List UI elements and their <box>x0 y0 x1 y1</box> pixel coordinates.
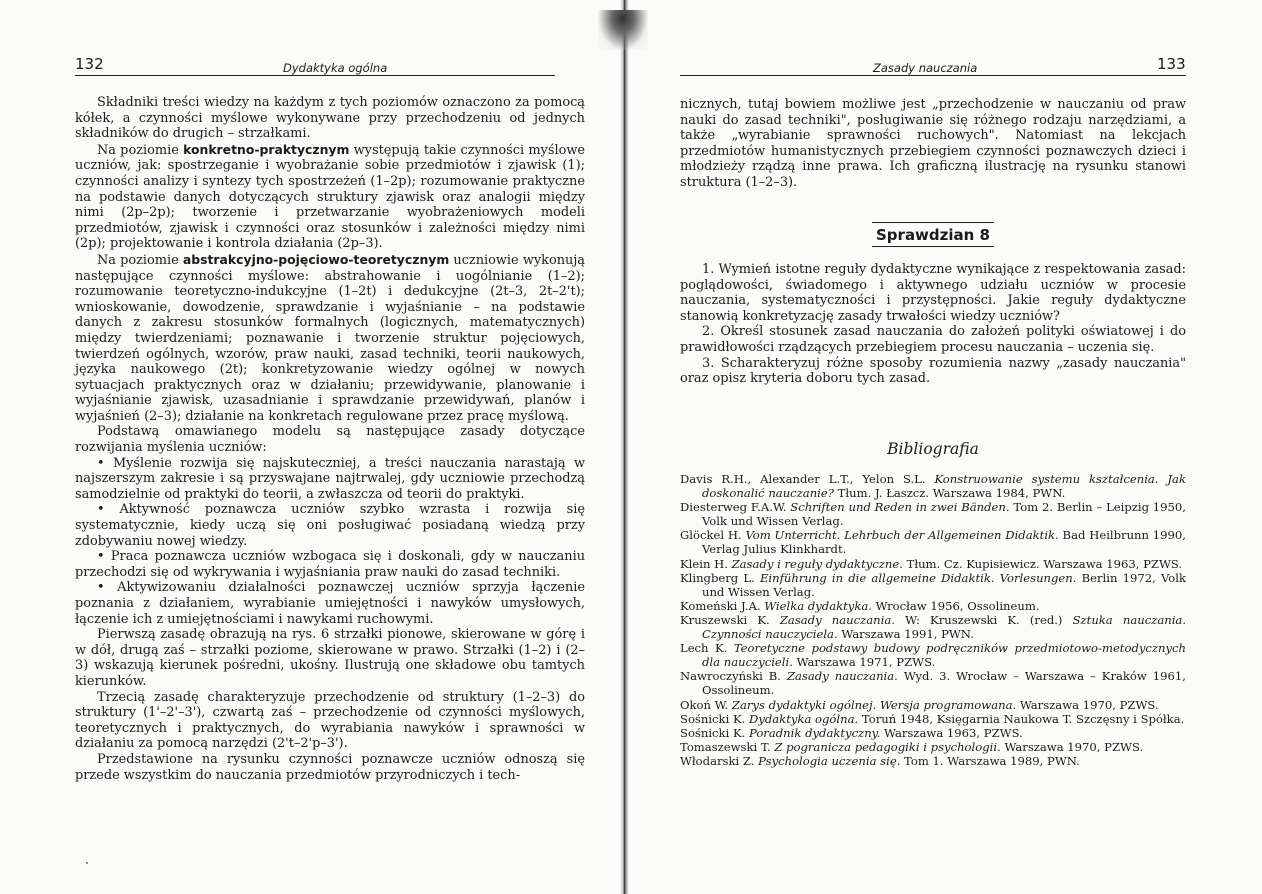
bibliography-entry <box>680 500 1186 528</box>
paragraph-text: Na poziomie <box>97 142 184 158</box>
entry-publication: W: Kruszewski K. (red.) <box>894 612 1073 627</box>
bold-term: konkretno-praktycznym <box>183 141 350 157</box>
entry-title: Konstruowanie systemu kształcenia. Jak doskonalić nauczanie? <box>702 472 1186 501</box>
question-item: 1. Wymień istotne reguły dydaktyczne wynikające z respektowania zasad: poglądowości, świadomego i aktywnego udziału uczniów w procesie nauczania, systematyczności i przystępności. Jakie reguły dydaktyczne stanowią konkretyzację zasady trwałości wiedzy uczniów? <box>680 262 1186 324</box>
bibliography-entry <box>680 641 1186 669</box>
entry-title: Sztuka nauczania. Czynności nauczyciela. <box>702 612 1187 642</box>
bibliography-entry <box>680 754 1186 768</box>
entry-title: Z pogranicza pedagogiki i psychologii. <box>774 739 1001 754</box>
entry-title: Psychologia uczenia się. <box>758 753 901 768</box>
entry-publication: Tom 2. Berlin – Leipzig 1950, Volk und Wissen Verlag. <box>702 500 1186 529</box>
entry-author: Klingberg L. <box>680 570 760 585</box>
body-paragraph: Trzecią zasadę charakteryzuje przechodzenie od struktury (1–2–3) do struktury (1'–2'–3'), czwartą zaś – przechodzenie od czynności myślowych, teoretycznych i praktycznych, do wyrabiania nawyków i sprawności w działaniu za pomocą narzędzi (2't–2'p–3'). <box>75 689 585 752</box>
left-page-number: 132 <box>75 55 104 73</box>
bibliography-entry <box>680 557 1186 571</box>
entry-title: Teoretyczne podstawy budowy podręczników przedmiotowo-metodycznych dla nauczycieli. <box>702 641 1186 670</box>
paragraph-text: występują takie czynności myślowe uczniów, jak: spostrzeganie i wyobrażanie sobie przedmiotów i zjawisk (1); czynności analizy i syntezy tych spostrzeżeń (1–2p); rozumowanie praktyczne na podstawie danych dotyczących struktury zjawisk oraz analogii między nimi (2p–2p); tworzenie i przetwarzanie wyobrażeniowych modeli przedmiotów, zjawisk i czynności oraz stosunków i zależności między nimi (2p); projektowanie i kontrola działania (2p–3). <box>75 142 585 252</box>
body-paragraph: Składniki treści wiedzy na każdym z tych poziomów oznaczono za pomocą kółek, a czynności myślowe wykonywane przy przechodzeniu od jednych składników do drugich – strzałkami. <box>75 95 585 142</box>
entry-publication: Bad Heilbrunn 1990, Verlag Julius Klinkhardt. <box>702 528 1186 557</box>
sprawdzian-heading-wrap <box>680 222 1186 247</box>
entry-publication: Tom 1. Warszawa 1989, PWN. <box>900 753 1080 768</box>
left-page-body <box>75 95 585 783</box>
entry-publication: Wyd. 3. Wrocław – Warszawa – Kraków 1961, Ossolineum. <box>702 669 1186 698</box>
entry-author: Glöckel H. <box>680 528 746 543</box>
entry-publication: Tłum. J. Łaszcz. Warszawa 1984, PWN. <box>833 486 1066 501</box>
entry-title: Zasady i reguły dydaktyczne. <box>731 556 903 571</box>
entry-author: Okoń W. <box>680 697 732 712</box>
left-header-rule <box>75 75 555 76</box>
bibliography-entry <box>680 740 1186 754</box>
entry-publication: Toruń 1948, Księgarnia Naukowa T. Szczęsny i Spółka. <box>858 711 1185 726</box>
entry-title: Zasady nauczania. <box>786 669 898 684</box>
bibliography-entry <box>680 599 1186 613</box>
entry-publication: Warszawa 1970, PZWS. <box>1000 739 1144 754</box>
entry-publication: Berlin 1972, Volk und Wissen Verlag. <box>702 570 1187 599</box>
entry-author: Sośnicki K. <box>680 711 749 726</box>
entry-author: Kruszewski K. <box>680 612 780 627</box>
bibliography-entry <box>680 669 1186 697</box>
entry-publication: Wrocław 1956, Ossolineum. <box>871 598 1040 613</box>
entry-author: Lech K. <box>680 641 734 656</box>
entry-title: Zarys dydaktyki ogólnej. Wersja programowana. <box>731 697 1017 712</box>
sprawdzian-questions <box>680 262 1186 387</box>
entry-title: Einführung in die allgemeine Didaktik. Vorlesungen. <box>759 570 1077 585</box>
entry-author: Nawroczyński B. <box>680 669 787 684</box>
page-speck <box>86 862 88 864</box>
body-paragraph: • Aktywizowaniu działalności poznawczej uczniów sprzyja łączenie poznania z działaniem, wyrabianie umiejętności i nawyków umysłowych, łączenie ich z umiejętnościami i nawykami ruchowymi. <box>75 580 585 627</box>
right-page-number: 133 <box>1157 55 1186 73</box>
entry-author: Davis R.H., Alexander L.T., Yelon S.L. <box>680 472 935 486</box>
entry-title: Vom Unterricht. Lehrbuch der Allgemeinen Didaktik. <box>745 528 1059 543</box>
body-paragraph: Pierwszą zasadę obrazują na rys. 6 strzałki pionowe, skierowane w górę i w dół, drugą zaś – strzałki poziome, skierowane w prawo. Strzałki (1–2) i (2–3) wskazują kierunek pośredni, ukośny. Ilustrują one składowe obu tamtych kierunków. <box>75 627 585 689</box>
body-paragraph: Przedstawione na rysunku czynności poznawcze uczniów odnoszą się przede wszystkim do nauczania przedmiotów przyrodniczych i tech- <box>75 751 585 783</box>
bibliography-heading: Bibliografia <box>887 440 979 458</box>
body-paragraph <box>75 252 585 425</box>
body-paragraph: Podstawą omawianego modelu są następujące zasady dotyczące rozwijania myślenia uczniów: <box>75 424 585 456</box>
entry-title: Schriften und Reden in zwei Bänden. <box>790 500 1010 515</box>
right-running-header: Zasady nauczania <box>873 61 978 75</box>
entry-title: Zasady nauczania. <box>779 612 895 627</box>
entry-publication: Tłum. Cz. Kupisiewicz. Warszawa 1963, PZWS. <box>902 556 1183 571</box>
paragraph-text: uczniowie wykonują następujące czynności myślowe: abstrahowanie i uogólnianie (1–2); rozumowanie teoretyczno-indukcyjne (1–2t) i dedukcyjne (2t–3, 2t–2't); wnioskowanie, dowodzenie, sprawdzanie i wyjaśnianie – na podstawie danych z zakresu stosunków formalnych (logicznych, matematycznych) między twierdzeniami; poznawanie i tworzenie struktur pojęciowych, twierdzeń ogólnych, wzorów, praw nauki, zasad techniki, teorii naukowych, języka naukowego (2t); konkretyzowanie wiedzy ogólnej w nowych sytuacjach praktycznych oraz w działaniu; przewidywanie, planowanie i wyjaśnianie zjawisk, uzasadnianie i sprawdzanie przewidywań, planów i wyjaśnień (2–3); działanie na konkretach regulowane przez pracę myślową. <box>75 252 585 424</box>
bibliography-entry <box>680 712 1186 726</box>
question-item: 2. Określ stosunek zasad nauczania do założeń polityki oświatowej i do prawidłowości rządzących przebiegiem procesu nauczania – uczenia się. <box>680 324 1186 355</box>
bibliography-entry <box>680 726 1186 740</box>
sprawdzian-heading: Sprawdzian 8 <box>872 222 994 247</box>
bibliography-entry <box>680 528 1186 556</box>
right-page-intro <box>680 97 1186 191</box>
body-paragraph: • Praca poznawcza uczniów wzbogaca się i doskonali, gdy w nauczaniu przechodzi się od wykrywania i wyjaśniania praw nauki do zasad techniki. <box>75 549 585 580</box>
entry-publication: Warszawa 1970, PZWS. <box>1016 697 1159 712</box>
bibliography-entry <box>680 472 1186 500</box>
entry-author: Komeński J.A. <box>680 598 765 613</box>
paragraph-text: Na poziomie <box>97 252 183 268</box>
bold-term: abstrakcyjno-pojęciowo-teoretycznym <box>182 251 450 267</box>
entry-author: Sośnicki K. <box>680 725 749 740</box>
left-running-header: Dydaktyka ogólna <box>283 61 388 75</box>
entry-author: Diesterweg F.A.W. <box>680 500 791 515</box>
intro-paragraph: nicznych, tutaj bowiem możliwe jest „przechodzenie w nauczaniu od praw nauki do zasad techniki", posługiwanie się różnego rodzaju narzędziami, a także „wyrabianie sprawności ruchowych". Natomiast na lekcjach przedmiotów humanistycznych przebiegiem czynności poznawczych dzieci i młodzieży rządzą inne prawa. Ich graficzną ilustrację na rysunku stanowi struktura (1–2–3). <box>680 97 1186 190</box>
entry-author: Tomaszewski T. <box>680 739 775 754</box>
question-item: 3. Scharakteryzuj różne sposoby rozumienia nazwy „zasady nauczania" oraz opisz kryteria doboru tych zasad. <box>680 355 1186 387</box>
body-paragraph <box>75 142 585 252</box>
bibliography-entry <box>680 698 1186 712</box>
body-paragraph: • Aktywność poznawcza uczniów szybko wzrasta i rozwija się systematycznie, kiedy uczą się oni posługiwać posiadaną wiedzą przy zdobywaniu nowej wiedzy. <box>75 502 585 549</box>
bibliography-entry <box>680 571 1186 599</box>
left-page <box>0 0 630 894</box>
entry-title: Poradnik dydaktyczny. <box>749 725 881 740</box>
entry-publication: Warszawa 1963, PZWS. <box>880 725 1023 740</box>
entry-publication: Warszawa 1991, PWN. <box>837 627 974 642</box>
bibliography-entry <box>680 613 1186 641</box>
entry-title: Dydaktyka ogólna. <box>749 711 859 726</box>
bibliography-list <box>680 472 1186 768</box>
body-paragraph: • Myślenie rozwija się najskuteczniej, a treści nauczania narastają w najszerszym zakresie i są przyswajane najtrwalej, gdy uczniowie przechodzą samodzielnie od praktyki do teorii, a zwłaszcza od teorii do praktyki. <box>75 455 585 502</box>
entry-author: Włodarski Z. <box>680 753 759 768</box>
entry-publication: Warszawa 1971, PZWS. <box>792 655 936 670</box>
entry-title: Wielka dydaktyka. <box>764 598 872 613</box>
right-header-rule <box>680 75 1186 76</box>
entry-author: Klein H. <box>680 556 732 571</box>
